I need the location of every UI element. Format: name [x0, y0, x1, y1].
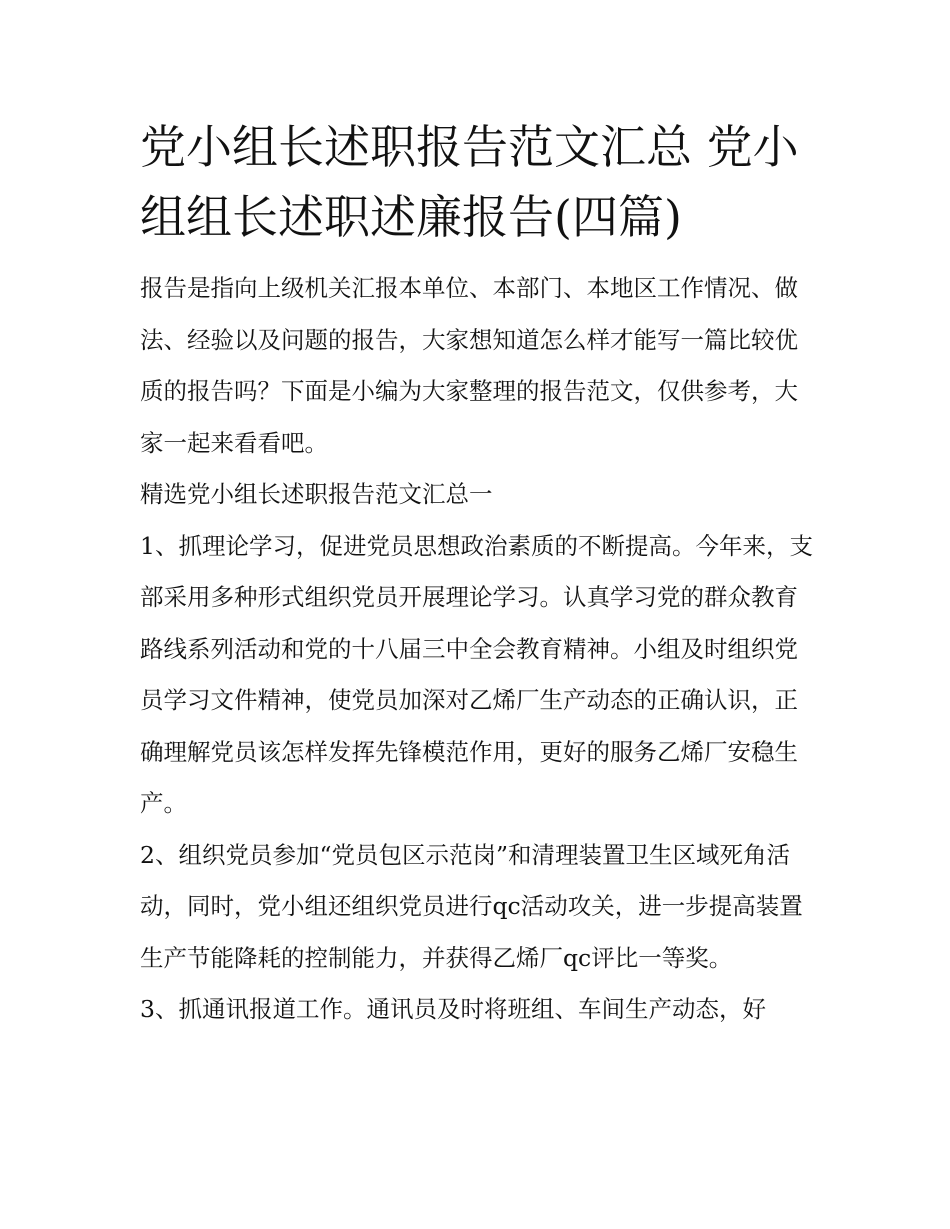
document-title: 党小组长述职报告范文汇总 党小组组长述职述廉报告(四篇) [140, 120, 799, 244]
section-heading: 精选党小组长述职报告范文汇总一 [140, 480, 493, 508]
intro-paragraph: 报告是指向上级机关汇报本单位、本部门、本地区工作情况、做法、经验以及问题的报告，大家想知道怎么样才能写一篇比较优质的报告吗？下面是小编为大家整理的报告范文，仅供参考，大家一起来看看吧。 [140, 274, 798, 457]
list-item-3: 3、抓通讯报道工作。通讯员及时将班组、车间生产动态，好 [140, 995, 766, 1023]
document-body [140, 112, 820, 1036]
list-item-2: 2、组织党员参加“党员包区示范岗”和清理装置卫生区域死角活动，同时，党小组还组织党员进行qc活动攻关，进一步提高装置生产节能降耗的控制能力，并获得乙烯厂qc评比一等奖。 [140, 840, 803, 972]
list-item-1: 1、抓理论学习，促进党员思想政治素质的不断提高。今年来，支部采用多种形式组织党员开展理论学习。认真学习党的群众教育路线系列活动和党的十八届三中全会教育精神。小组及时组织党员学习文件精神，使党员加深对乙烯厂生产动态的正确认识，正确理解党员该怎样发挥先锋模范作用，更好的服务乙烯厂安稳生产。 [140, 531, 813, 817]
